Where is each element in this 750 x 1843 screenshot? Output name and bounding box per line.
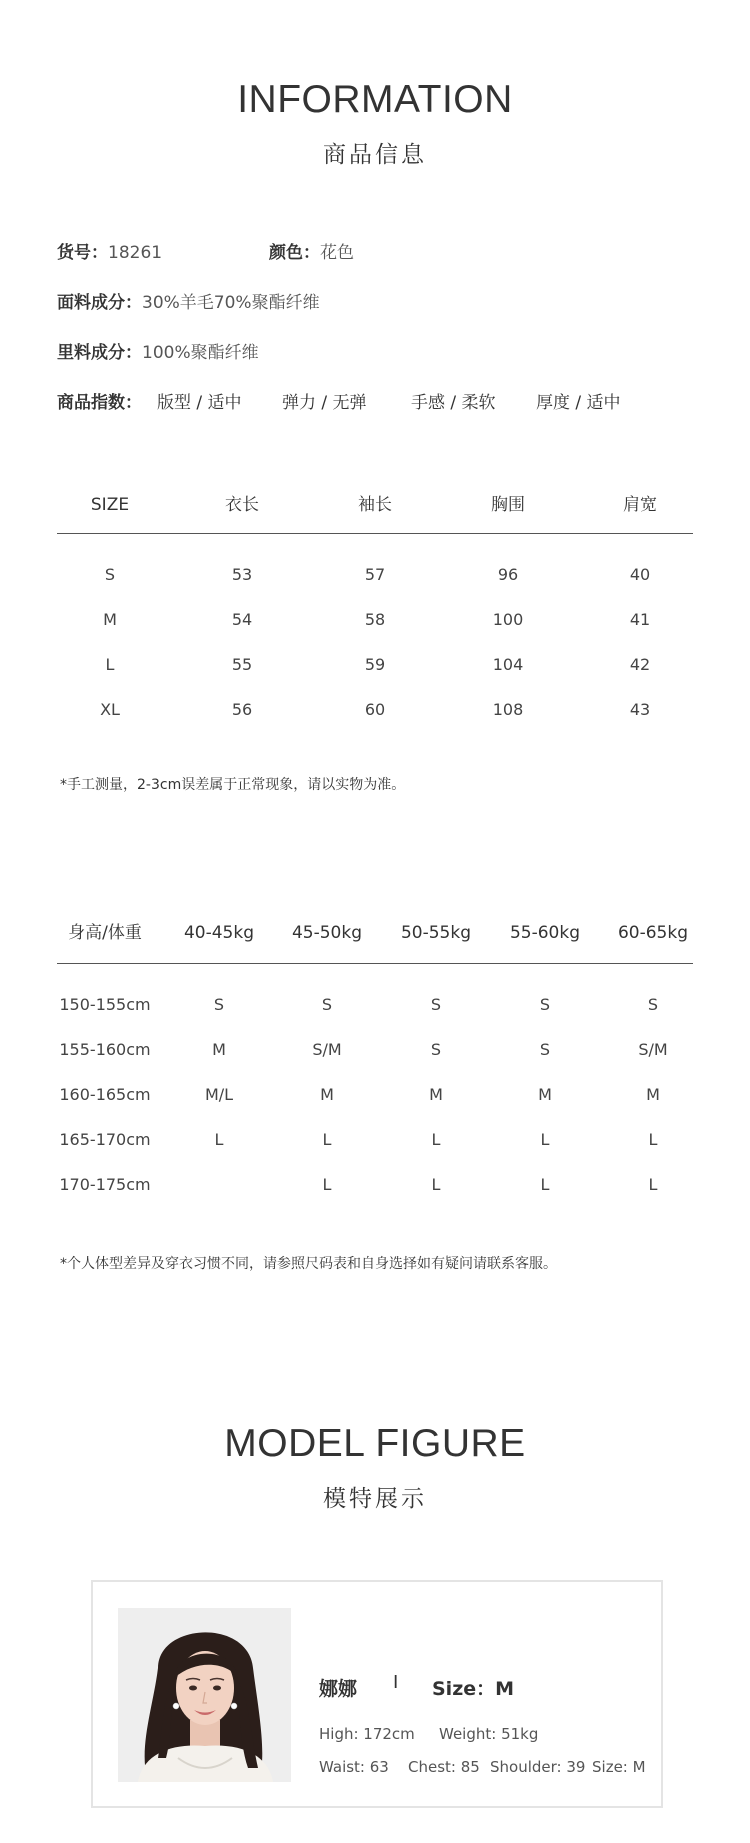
table-cell: S (104, 565, 116, 584)
model-size: Size: M (592, 1758, 646, 1776)
model-height: High: 172cm (319, 1725, 415, 1743)
table-cell: S (647, 995, 659, 1014)
lining-value: 100%聚酯纤维 (142, 343, 259, 363)
fit-header-cell: 55-60kg (509, 923, 581, 943)
table-cell: 57 (364, 565, 386, 584)
table-cell: L (648, 1175, 658, 1194)
model-weight: Weight: 51kg (439, 1725, 539, 1743)
size-header-cell: 袖长 (358, 495, 392, 515)
table-row (57, 1035, 693, 1065)
table-cell: S (430, 1040, 442, 1059)
table-row (57, 560, 693, 590)
index-feel: 手感 / 柔软 (411, 393, 496, 413)
model-section-subtitle: 模特展示 (323, 1486, 427, 1512)
index-fit: 版型 / 适中 (157, 393, 242, 413)
table-cell: S (213, 995, 225, 1014)
table-cell: 165-170cm (59, 1130, 151, 1149)
table-cell: 54 (231, 610, 253, 629)
model-name: 娜娜 (319, 1678, 358, 1700)
table-cell: L (540, 1175, 550, 1194)
table-cell: L (431, 1130, 441, 1149)
fabric-value: 30%羊毛70%聚酯纤维 (142, 293, 320, 313)
table-cell: L (540, 1130, 550, 1149)
size-header-cell: 胸围 (491, 495, 525, 515)
table-cell: M (538, 1085, 552, 1104)
table-cell: 104 (492, 655, 524, 674)
table-cell: 58 (364, 610, 386, 629)
fit-header-cell: 45-50kg (291, 923, 363, 943)
fit-table-note: *个人体型差异及穿衣习惯不同，请参照尺码表和自身选择如有疑问请联系客服。 (60, 1256, 557, 1272)
table-cell: 53 (231, 565, 253, 584)
table-row (57, 1170, 693, 1200)
index-row (57, 388, 142, 413)
color-row (269, 238, 354, 263)
table-row (57, 605, 693, 635)
model-card (91, 1580, 663, 1808)
model-shoulder: Shoulder: 39 (490, 1758, 586, 1776)
size-table-note: *手工测量，2-3cm误差属于正常现象，请以实物为准。 (60, 777, 406, 793)
table-cell: 100 (492, 610, 524, 629)
table-cell: L (214, 1130, 224, 1149)
table-row (57, 990, 693, 1020)
model-name-separator: I (393, 1672, 399, 1693)
table-row (57, 650, 693, 680)
fabric-row (57, 288, 320, 313)
index-stretch: 弹力 / 无弹 (282, 393, 367, 413)
lining-row (57, 338, 259, 363)
color-value: 花色 (320, 243, 354, 263)
table-cell: 40 (629, 565, 651, 584)
fit-header-cell: 身高/体重 (68, 923, 142, 943)
model-photo (118, 1608, 291, 1782)
table-cell: S/M (638, 1040, 668, 1059)
table-cell: S (539, 1040, 551, 1059)
information-title: INFORMATION (237, 78, 513, 121)
fit-header-cell: 40-45kg (183, 923, 255, 943)
table-cell: 56 (231, 700, 253, 719)
table-cell: 59 (364, 655, 386, 674)
table-cell: 55 (231, 655, 253, 674)
size-header-cell: 肩宽 (623, 495, 657, 515)
table-cell: S/M (312, 1040, 342, 1059)
table-cell: 155-160cm (59, 1040, 151, 1059)
index-label: 商品指数： (57, 393, 142, 413)
table-cell: S (321, 995, 333, 1014)
table-cell: 160-165cm (59, 1085, 151, 1104)
table-cell: M (212, 1040, 226, 1059)
table-cell: M/L (204, 1085, 234, 1104)
table-cell: L (105, 655, 115, 674)
size-table (57, 490, 693, 730)
size-header-cell: SIZE (90, 495, 130, 515)
item-number-row (57, 238, 162, 263)
size-table-divider (57, 533, 693, 534)
table-cell: 41 (629, 610, 651, 629)
table-cell: S (430, 995, 442, 1014)
lining-label: 里料成分： (57, 343, 142, 363)
table-cell: S (539, 995, 551, 1014)
table-cell: M (429, 1085, 443, 1104)
table-cell: 96 (497, 565, 519, 584)
information-subtitle: 商品信息 (323, 142, 427, 168)
table-cell: L (322, 1130, 332, 1149)
fabric-label: 面料成分： (57, 293, 142, 313)
item-number-value: 18261 (108, 243, 163, 263)
table-cell: 108 (492, 700, 524, 719)
fit-table-header (57, 918, 693, 948)
model-chest: Chest: 85 (408, 1758, 480, 1776)
table-cell: 170-175cm (59, 1175, 151, 1194)
size-table-header (57, 490, 693, 520)
table-cell: M (320, 1085, 334, 1104)
table-cell: XL (100, 700, 120, 719)
table-row (57, 695, 693, 725)
color-label: 颜色： (269, 243, 320, 263)
model-size-heading: Size：M (432, 1678, 515, 1700)
table-cell: L (322, 1175, 332, 1194)
table-cell: 42 (629, 655, 651, 674)
fit-table (57, 918, 693, 1194)
table-cell: 60 (364, 700, 386, 719)
table-row (57, 1080, 693, 1110)
item-number-label: 货号： (57, 243, 108, 263)
table-cell: L (431, 1175, 441, 1194)
model-section-title: MODEL FIGURE (224, 1422, 526, 1465)
fit-table-divider (57, 963, 693, 964)
table-cell: 150-155cm (59, 995, 151, 1014)
table-cell: M (646, 1085, 660, 1104)
table-cell: M (103, 610, 117, 629)
table-cell: 43 (629, 700, 651, 719)
fit-header-cell: 50-55kg (400, 923, 472, 943)
table-row (57, 1125, 693, 1155)
table-cell: L (648, 1130, 658, 1149)
index-thickness: 厚度 / 适中 (536, 393, 621, 413)
size-header-cell: 衣长 (225, 495, 259, 515)
fit-header-cell: 60-65kg (617, 923, 689, 943)
model-waist: Waist: 63 (319, 1758, 389, 1776)
